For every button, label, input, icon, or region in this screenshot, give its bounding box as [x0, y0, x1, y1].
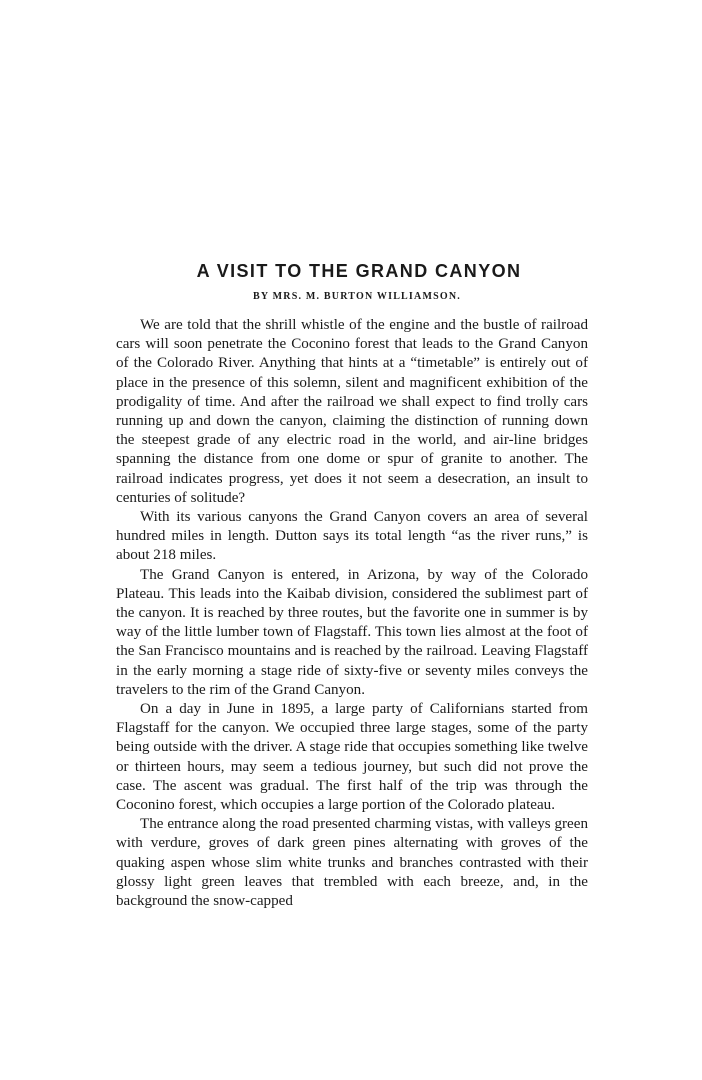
article-title: A VISIT TO THE GRAND CANYON — [196, 261, 522, 281]
paragraph: The entrance along the road presented charming vistas, with valleys green with verdure, groves of dark green pines alternating with groves of the quaking aspen whose slim white trunks and branches contrasted with their glossy light green leaves that trembled with each breeze, and, in the background the snow-capped — [116, 816, 588, 910]
article-byline: BY MRS. M. BURTON WILLIAMSON. — [253, 291, 461, 302]
paragraph: On a day in June in 1895, a large party of Californians started from Flagstaff for the canyon. We occupied three large stages, some of the party being outside with the driver. A stage ride that occupies something like twelve or thirteen hours, may seem a tedious journey, but such did not prove the case. The ascent was gradual. The first half of the trip was through the Coconino forest, which occupies a large portion of the Colorado plateau. — [116, 701, 588, 814]
paragraph: The Grand Canyon is entered, in Arizona, by way of the Colorado Plateau. This leads into the Kaibab division, considered the sublimest part of the canyon. It is reached by three routes, but the favorite one in summer is by way of the little lumber town of Flagstaff. This town lies almost at the foot of the San Francisco mountains and is reached by the railroad. Leaving Flagstaff in the early morning a stage ride of sixty-five or seventy miles conveys the travelers to the rim of the Grand Canyon. — [116, 566, 588, 698]
article — [116, 260, 588, 911]
article-text — [116, 316, 588, 911]
paragraph: We are told that the shrill whistle of the engine and the bustle of railroad cars will soon penetrate the Coconino forest that leads to the Grand Canyon of the Colorado River. Anything that hints at a “timetable” is entirely out of place in the presence of this solemn, silent and magnificent exhibition of the prodigality of time. And after the railroad we shall expect to find trolly cars running up and down the canyon, claiming the distinction of running down the steepest grade of any electric road in the world, and air-line bridges spanning the distance from one dome or spur of granite to another. The railroad indicates progress, yet does it not seem a desecration, an insult to centuries of solitude? — [116, 317, 588, 506]
paragraph: With its various canyons the Grand Canyon covers an area of several hundred miles in length. Dutton says its total length “as the river runs,” is about 218 miles. — [116, 509, 588, 564]
